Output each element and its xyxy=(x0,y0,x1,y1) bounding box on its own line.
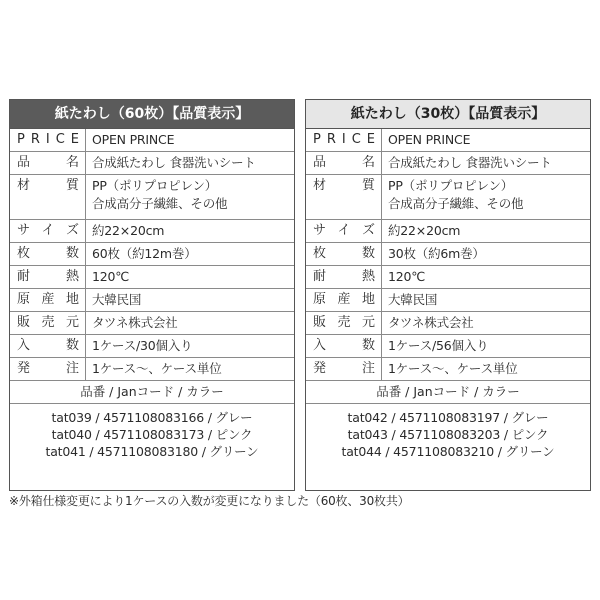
spec-value xyxy=(86,175,294,219)
spec-row xyxy=(10,129,294,152)
spec-label-char: サ xyxy=(313,223,327,238)
spec-label-char: 熱 xyxy=(361,269,375,284)
spec-label-char: 数 xyxy=(65,246,79,261)
spec-label xyxy=(10,335,86,357)
spec-value-line: 合成高分子繊維、その他 xyxy=(92,196,228,211)
spec-row xyxy=(306,289,590,312)
spec-value xyxy=(382,358,590,380)
spec-value-line: タツネ株式会社 xyxy=(92,315,178,330)
spec-row xyxy=(10,312,294,335)
product-entry: tat042 / 4571108083197 / グレー xyxy=(347,410,549,425)
spec-value xyxy=(382,312,590,334)
spec-value xyxy=(382,175,590,219)
product-entry: tat044 / 4571108083210 / グリーン xyxy=(341,444,555,459)
spec-value-line: 30枚（約6m巻） xyxy=(388,246,485,261)
spec-value-line: 合成紙たわし 食器洗いシート xyxy=(388,155,552,170)
spec-row xyxy=(10,266,294,289)
product-entry: tat039 / 4571108083166 / グレー xyxy=(51,410,253,425)
spec-row xyxy=(10,243,294,266)
spec-label xyxy=(10,358,86,380)
product-list xyxy=(10,404,294,460)
spec-label xyxy=(10,289,86,311)
spec-row xyxy=(306,175,590,220)
spec-value-line: PP（ポリプロピレン） xyxy=(92,178,218,193)
spec-value xyxy=(382,243,590,265)
spec-label-char: 質 xyxy=(65,178,79,193)
spec-label-char: イ xyxy=(337,223,351,238)
spec-label-char: 原 xyxy=(17,292,31,307)
spec-label xyxy=(306,335,382,357)
panel-title: 紙たわし（60枚）【品質表示】 xyxy=(10,100,294,129)
panel-title: 紙たわし（30枚）【品質表示】 xyxy=(306,100,590,129)
spec-label xyxy=(306,175,382,219)
spec-value xyxy=(86,220,294,242)
spec-label xyxy=(306,152,382,174)
spec-label-char: 発 xyxy=(313,361,327,376)
spec-value xyxy=(86,243,294,265)
spec-label-char: サ xyxy=(17,223,31,238)
spec-value-line: OPEN PRINCE xyxy=(92,132,175,147)
spec-value xyxy=(382,220,590,242)
spec-value-line: 合成紙たわし 食器洗いシート xyxy=(92,155,256,170)
spec-label-char: 産 xyxy=(41,292,55,307)
product-entry: tat040 / 4571108083173 / ピンク xyxy=(51,427,253,442)
spec-label-char: 数 xyxy=(65,338,79,353)
spec-label xyxy=(306,243,382,265)
spec-row xyxy=(10,289,294,312)
spec-label-char: 販 xyxy=(17,315,31,330)
spec-label-char: 耐 xyxy=(17,269,31,284)
spec-label xyxy=(306,312,382,334)
spec-label-char: P xyxy=(313,132,321,147)
spec-value xyxy=(86,129,294,151)
spec-row xyxy=(10,152,294,175)
spec-value xyxy=(382,289,590,311)
spec-row xyxy=(10,220,294,243)
spec-label-char: 発 xyxy=(17,361,31,376)
spec-value-line: 大韓民国 xyxy=(388,292,438,307)
spec-label-char: 地 xyxy=(361,292,375,307)
spec-row xyxy=(306,220,590,243)
spec-panel-60 xyxy=(9,99,295,491)
spec-value xyxy=(86,312,294,334)
spec-label-char: 入 xyxy=(313,338,327,353)
spec-value xyxy=(86,266,294,288)
spec-label-char: R xyxy=(30,132,40,147)
spec-value-line: 1ケース/30個入り xyxy=(92,338,193,353)
product-entry: tat041 / 4571108083180 / グリーン xyxy=(45,444,259,459)
spec-label-char: I xyxy=(45,132,50,147)
spec-value xyxy=(382,266,590,288)
spec-label-char: 熱 xyxy=(65,269,79,284)
spec-label-char: 品 xyxy=(17,155,31,170)
product-subheader: 品番 / Janコード / カラー xyxy=(10,381,294,404)
spec-row xyxy=(306,312,590,335)
spec-row xyxy=(10,335,294,358)
spec-row xyxy=(306,152,590,175)
spec-value xyxy=(382,335,590,357)
spec-label-char: 入 xyxy=(17,338,31,353)
spec-value-line: 1ケース～、ケース単位 xyxy=(92,361,222,376)
spec-label-char: 名 xyxy=(65,155,79,170)
spec-label-char: 材 xyxy=(313,178,327,193)
spec-value xyxy=(382,129,590,151)
spec-label xyxy=(306,358,382,380)
spec-rows xyxy=(306,129,590,381)
spec-label-char: 元 xyxy=(361,315,375,330)
spec-value-line: 120℃ xyxy=(92,269,130,284)
spec-label-char: 名 xyxy=(361,155,375,170)
spec-label xyxy=(10,175,86,219)
spec-value-line: 1ケース～、ケース単位 xyxy=(388,361,518,376)
spec-label xyxy=(306,266,382,288)
product-entry: tat043 / 4571108083203 / ピンク xyxy=(347,427,549,442)
spec-value xyxy=(86,152,294,174)
spec-label xyxy=(306,220,382,242)
spec-label-char: 数 xyxy=(361,246,375,261)
spec-label-char: I xyxy=(341,132,346,147)
spec-value-line: 60枚（約12m巻） xyxy=(92,246,197,261)
spec-label-char: E xyxy=(70,132,79,147)
spec-label xyxy=(306,129,382,151)
spec-rows xyxy=(10,129,294,381)
spec-label-char: 注 xyxy=(65,361,79,376)
spec-label-char: 売 xyxy=(337,315,351,330)
spec-label-char: 地 xyxy=(65,292,79,307)
spec-row xyxy=(306,335,590,358)
spec-value xyxy=(86,358,294,380)
spec-value-line: PP（ポリプロピレン） xyxy=(388,178,514,193)
spec-value-line: 120℃ xyxy=(388,269,426,284)
spec-value-line: タツネ株式会社 xyxy=(388,315,474,330)
spec-row xyxy=(10,358,294,381)
spec-label-char: 販 xyxy=(313,315,327,330)
spec-label xyxy=(10,220,86,242)
spec-label-char: 元 xyxy=(65,315,79,330)
spec-row xyxy=(306,358,590,381)
spec-value-line: OPEN PRINCE xyxy=(388,132,471,147)
spec-label-char: P xyxy=(17,132,25,147)
spec-label-char: C xyxy=(351,132,361,147)
spec-value xyxy=(382,152,590,174)
spec-label-char: 注 xyxy=(361,361,375,376)
spec-label-char: イ xyxy=(41,223,55,238)
spec-value-line: 大韓民国 xyxy=(92,292,142,307)
spec-value-line: 約22×20cm xyxy=(388,223,461,238)
spec-label-char: 枚 xyxy=(17,246,31,261)
spec-label-char: 材 xyxy=(17,178,31,193)
spec-row xyxy=(306,266,590,289)
spec-label xyxy=(10,129,86,151)
spec-label-char: 品 xyxy=(313,155,327,170)
spec-label xyxy=(10,266,86,288)
spec-label-char: ズ xyxy=(361,223,375,238)
spec-label-char: C xyxy=(55,132,65,147)
spec-label-char: 数 xyxy=(361,338,375,353)
product-subheader: 品番 / Janコード / カラー xyxy=(306,381,590,404)
spec-value xyxy=(86,335,294,357)
spec-value-line: 合成高分子繊維、その他 xyxy=(388,196,524,211)
spec-row xyxy=(10,175,294,220)
spec-value-line: 1ケース/56個入り xyxy=(388,338,489,353)
spec-label-char: 売 xyxy=(41,315,55,330)
spec-value-line: 約22×20cm xyxy=(92,223,165,238)
spec-row xyxy=(306,243,590,266)
spec-panel-30 xyxy=(305,99,591,491)
spec-label-char: 原 xyxy=(313,292,327,307)
spec-label xyxy=(10,152,86,174)
spec-label xyxy=(10,312,86,334)
footnote: ※外箱仕様変更により1ケースの入数が変更になりました（60枚、30枚共） xyxy=(9,494,410,508)
spec-label-char: R xyxy=(326,132,336,147)
spec-row xyxy=(306,129,590,152)
product-list xyxy=(306,404,590,460)
spec-value xyxy=(86,289,294,311)
spec-label-char: ズ xyxy=(65,223,79,238)
spec-label-char: 枚 xyxy=(313,246,327,261)
spec-label-char: 耐 xyxy=(313,269,327,284)
spec-label xyxy=(10,243,86,265)
spec-label-char: 質 xyxy=(361,178,375,193)
spec-label-char: E xyxy=(366,132,375,147)
spec-label xyxy=(306,289,382,311)
spec-label-char: 産 xyxy=(337,292,351,307)
